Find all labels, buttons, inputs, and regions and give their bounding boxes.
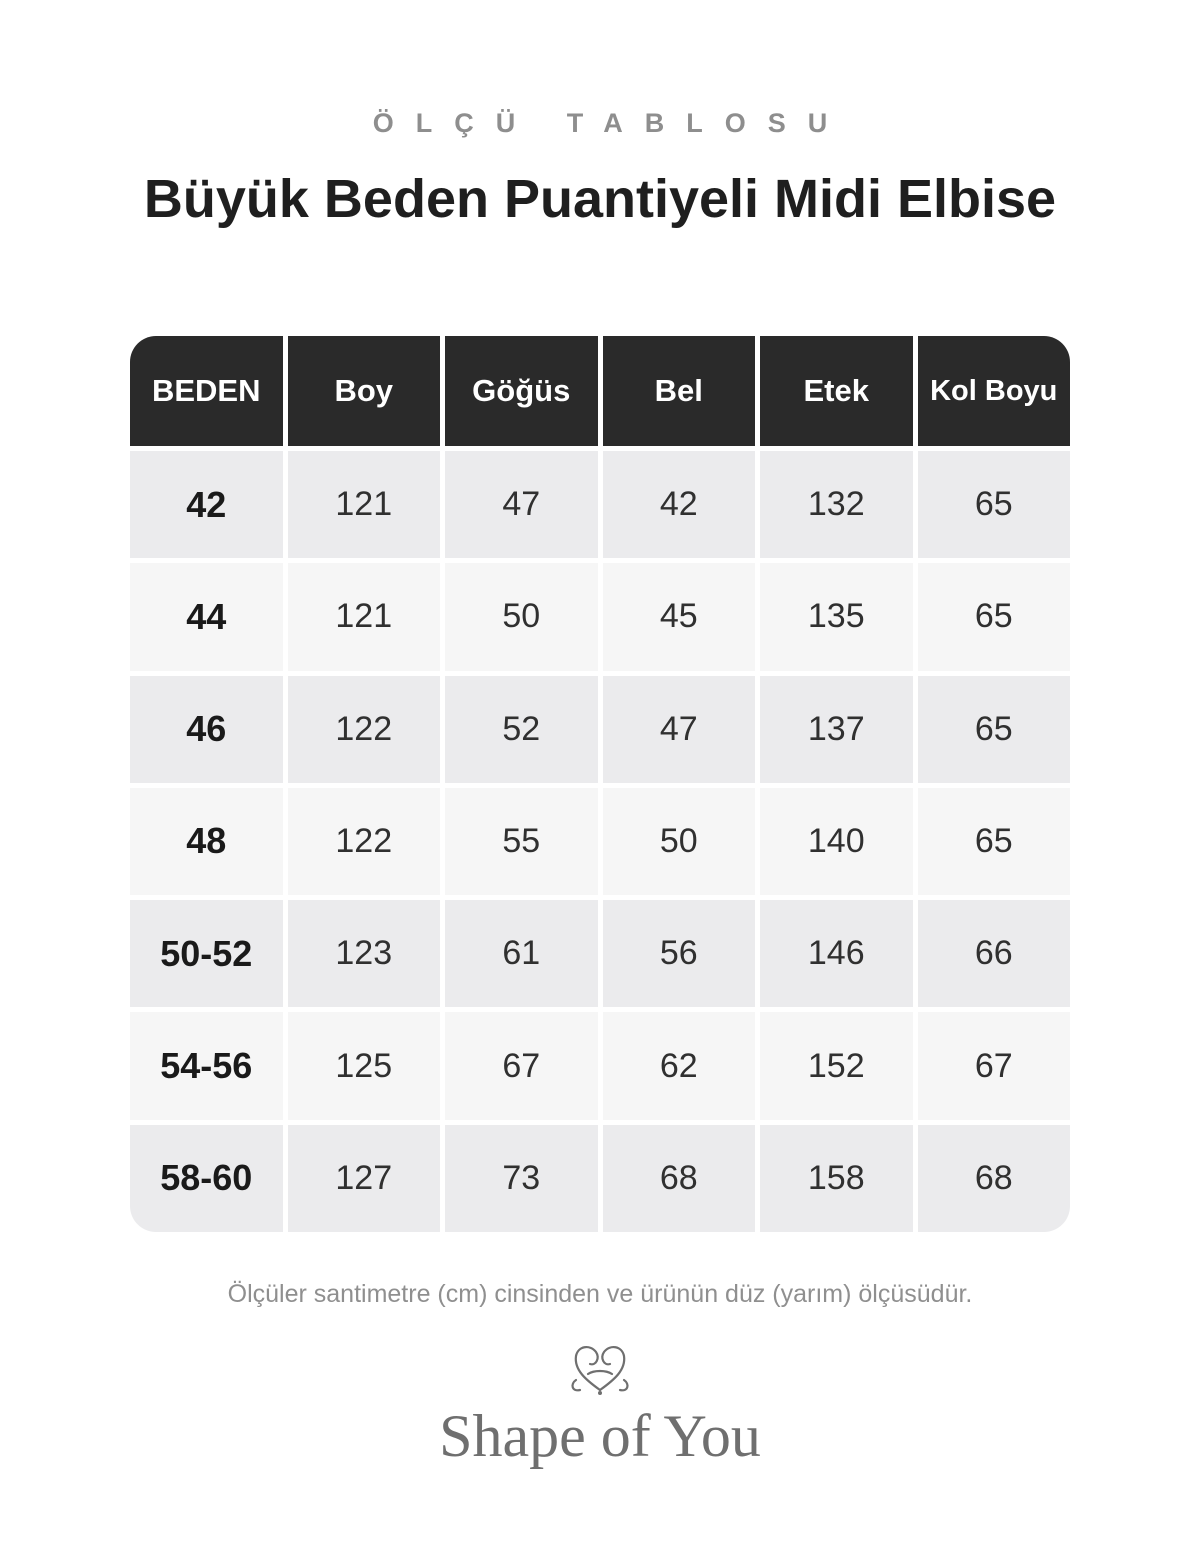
table-cell: 132 (760, 451, 913, 558)
table-cell: 67 (918, 1012, 1071, 1119)
table-cell: 50 (445, 563, 598, 670)
size-chart-table (130, 336, 1070, 1232)
table-cell-size: 54-56 (130, 1012, 283, 1119)
table-cell: 127 (288, 1125, 441, 1232)
table-cell: 140 (760, 788, 913, 895)
table-cell: 122 (288, 676, 441, 783)
table-cell: 66 (918, 900, 1071, 1007)
table-cell: 152 (760, 1012, 913, 1119)
table-cell: 61 (445, 900, 598, 1007)
table-cell: 65 (918, 788, 1071, 895)
table-cell-size: 46 (130, 676, 283, 783)
column-header-boy: Boy (288, 336, 441, 446)
table-cell: 47 (445, 451, 598, 558)
table-cell: 135 (760, 563, 913, 670)
column-header-etek: Etek (760, 336, 913, 446)
table-cell-size: 48 (130, 788, 283, 895)
table-cell: 158 (760, 1125, 913, 1232)
table-cell: 55 (445, 788, 598, 895)
page-eyebrow: ÖLÇÜ TABLOSU (372, 108, 850, 138)
table-cell-size: 50-52 (130, 900, 283, 1007)
brand-logo-text: Shape of You (439, 1403, 761, 1469)
table-cell: 68 (603, 1125, 756, 1232)
table-cell-size: 58-60 (130, 1125, 283, 1232)
column-header-bel: Bel (603, 336, 756, 446)
table-cell-size: 42 (130, 451, 283, 558)
table-cell: 121 (288, 563, 441, 670)
table-cell: 65 (918, 676, 1071, 783)
table-cell: 121 (288, 451, 441, 558)
table-cell: 73 (445, 1125, 598, 1232)
table-cell: 122 (288, 788, 441, 895)
table-cell: 146 (760, 900, 913, 1007)
heart-swirl-icon (566, 1340, 634, 1398)
table-cell: 137 (760, 676, 913, 783)
table-cell: 47 (603, 676, 756, 783)
table-cell: 52 (445, 676, 598, 783)
table-cell: 56 (603, 900, 756, 1007)
column-header-beden: BEDEN (130, 336, 283, 446)
table-cell-size: 44 (130, 563, 283, 670)
table-cell: 125 (288, 1012, 441, 1119)
column-header-gogus: Göğüs (445, 336, 598, 446)
table-cell: 62 (603, 1012, 756, 1119)
table-cell: 65 (918, 451, 1071, 558)
table-cell: 50 (603, 788, 756, 895)
table-cell: 67 (445, 1012, 598, 1119)
column-header-kol-boyu: Kol Boyu (918, 336, 1071, 446)
table-cell: 68 (918, 1125, 1071, 1232)
measurement-note: Ölçüler santimetre (cm) cinsinden ve ürünün düz (yarım) ölçüsüdür. (227, 1280, 973, 1308)
table-cell: 123 (288, 900, 441, 1007)
page-title: Büyük Beden Puantiyeli Midi Elbise (143, 169, 1057, 229)
table-cell: 45 (603, 563, 756, 670)
table-cell: 65 (918, 563, 1071, 670)
table-cell: 42 (603, 451, 756, 558)
